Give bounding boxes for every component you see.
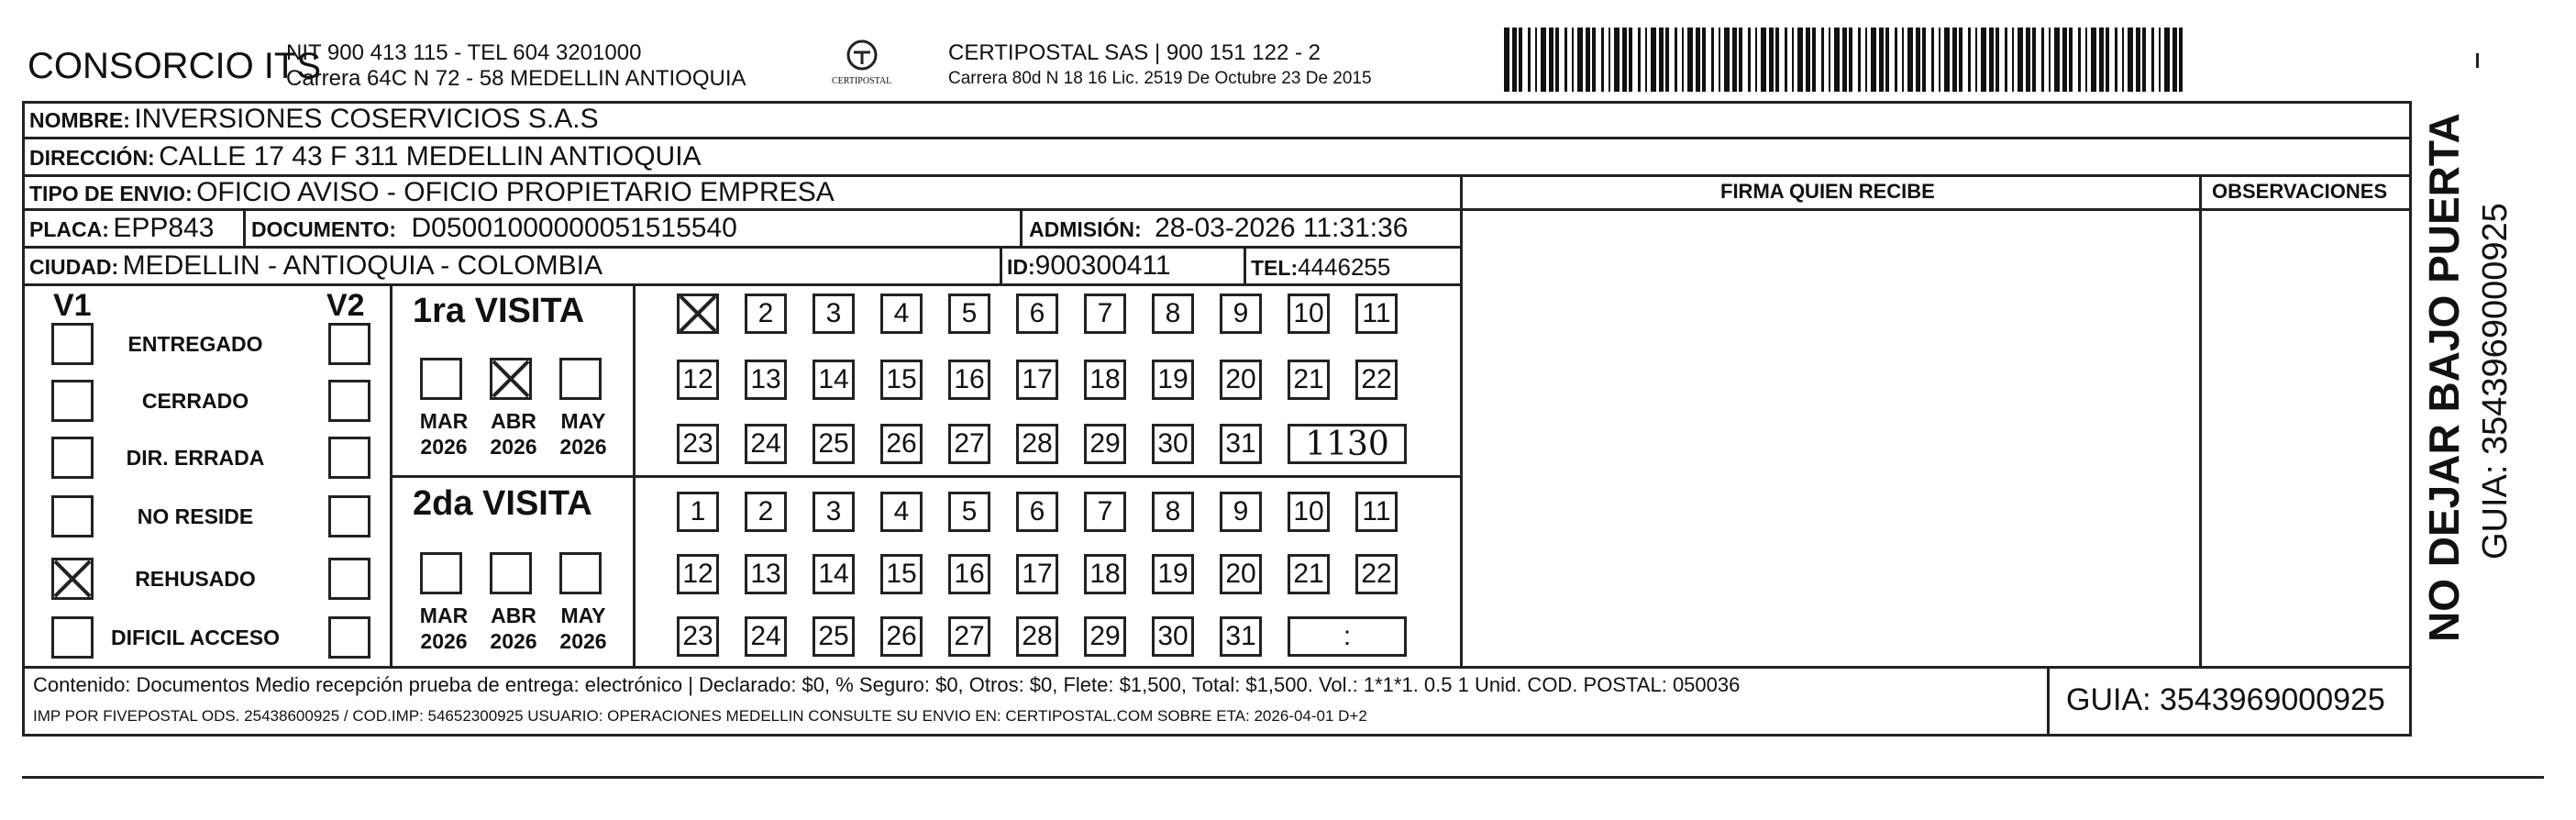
first-visit-month-label [415,409,473,460]
second-visit-day[interactable] [1084,616,1126,657]
day-number: 16 [954,364,985,394]
second-visit-day[interactable] [1152,616,1194,657]
first-visit-month-1-checkbox[interactable] [490,358,532,400]
day-number: 14 [818,364,849,394]
day-number: 13 [750,364,781,394]
first-visit-title: 1ra VISITA [413,292,585,330]
day-number: 4 [893,298,910,328]
status-label: ENTREGADO [127,332,263,356]
first-visit-day[interactable] [813,360,855,400]
month-name: MAY [560,409,606,433]
second-visit-day[interactable] [1220,492,1262,532]
second-visit-day[interactable] [880,492,923,532]
second-visit-day[interactable] [1355,554,1398,594]
firma-header: FIRMA QUIEN RECIBE [1720,180,1935,203]
first-visit-day[interactable] [813,294,855,334]
second-visit-day[interactable] [1288,554,1330,594]
day-number: 22 [1361,559,1392,589]
footer-guia: GUIA: 3543969000925 [2066,682,2385,717]
first-visit-day[interactable] [1016,294,1058,334]
second-visit-day[interactable] [948,492,990,532]
check-mark [492,360,529,397]
first-visit-day[interactable] [1220,360,1262,400]
day-number: 3 [825,496,842,526]
day-number: 27 [954,428,985,459]
first-visit-day[interactable] [745,294,787,334]
second-visit-day[interactable] [677,554,719,594]
month-year: 2026 [420,628,468,653]
day-number: 5 [961,496,978,526]
day-number: 11 [1362,496,1391,526]
day-number: 28 [1022,621,1053,651]
v2-checkbox-0[interactable] [328,323,370,365]
v2-checkbox-1[interactable] [328,380,370,422]
v2-checkbox-5[interactable] [328,616,370,659]
ciudad-value: MEDELLIN - ANTIOQUIA - COLOMBIA [122,250,603,281]
id-row [1007,252,1171,280]
side-warning: NO DEJAR BAJO PUERTA [2420,113,2468,642]
first-visit-day[interactable] [1016,360,1058,400]
second-visit-day[interactable] [880,616,923,657]
company-address: Carrera 64C N 72 - 58 MEDELLIN ANTIOQUIA [286,66,746,91]
first-visit-day[interactable] [880,424,923,464]
day-number: 17 [1022,364,1053,394]
nombre-value: INVERSIONES COSERVICIOS S.A.S [134,104,599,134]
second-visit-day[interactable] [813,492,855,532]
first-visit-day[interactable] [880,294,923,334]
day-number: 6 [1029,298,1045,328]
day-number: 7 [1097,496,1113,526]
status-label: CERRADO [141,389,249,413]
nombre-row [29,105,599,133]
month-name: ABR [491,409,536,433]
month-name: MAR [419,409,469,433]
second-visit-day[interactable] [745,492,787,532]
status-label: DIR. ERRADA [126,446,265,470]
second-visit-day[interactable] [1220,554,1262,594]
day-number: 24 [750,428,781,459]
footer-imp: IMP POR FIVEPOSTAL ODS. 25438600925 / COD.IMP: 54652300925 USUARIO: OPERACIONES MEDELLIN CONSULTE SU ENVIO EN: CERTIPOSTAL.COM SOBRE ETA: 2026-04-01 D+2 [33,707,1367,725]
certipostal-logo [830,37,894,92]
first-visit-day[interactable] [1220,424,1262,464]
nit-line: NIT 900 413 115 - TEL 604 3201000 [286,40,642,65]
day-number: 1 [690,496,706,526]
second-visit-day[interactable] [948,554,990,594]
placa-row [29,215,214,242]
first-visit-day[interactable] [813,424,855,464]
direccion-row [29,143,702,171]
month-year: 2026 [559,434,607,459]
day-number: 15 [886,559,917,589]
day-number: 25 [818,621,849,651]
second-visit-month-label [554,604,613,654]
admision-row [1029,215,1408,242]
status-label: REHUSADO [135,567,256,591]
month-year: 2026 [559,628,607,653]
first-visit-month-label [484,409,543,460]
day-number: 12 [682,559,713,589]
day-number: 23 [682,621,713,651]
first-visit-day[interactable] [1084,294,1126,334]
tel-row [1251,255,1390,279]
first-visit-day[interactable] [880,360,923,400]
second-visit-title: 2da VISITA [413,484,592,523]
day-number: 26 [886,428,917,459]
v2-checkbox-2[interactable] [328,437,370,479]
day-number: 18 [1089,364,1121,394]
status-label: NO RESIDE [137,504,254,528]
second-visit-day[interactable] [1016,616,1058,657]
first-visit-day[interactable] [948,294,990,334]
day-number: 9 [1233,496,1249,526]
second-visit-day[interactable] [813,554,855,594]
first-visit-day[interactable] [1220,294,1262,334]
day-number: 18 [1089,559,1121,589]
second-visit-day[interactable] [1152,554,1194,594]
first-visit-day[interactable] [745,360,787,400]
day-number: 11 [1362,298,1391,328]
first-visit-month-0-checkbox[interactable] [420,358,462,400]
second-visit-day[interactable] [677,492,719,532]
v2-checkbox-3[interactable] [328,495,370,537]
certipostal-line: CERTIPOSTAL SAS | 900 151 122 - 2 [948,40,1321,65]
day-number: 10 [1293,496,1324,526]
second-visit-month-1-checkbox[interactable] [490,552,532,594]
second-visit-day[interactable] [745,554,787,594]
tipo-value: OFICIO AVISO - OFICIO PROPIETARIO EMPRESA [196,177,835,207]
day-number: 8 [1165,298,1181,328]
first-visit-time-field[interactable]: 1130 [1288,424,1407,464]
admision-value: 28-03-2026 11:31:36 [1155,213,1409,243]
ciudad-row [29,252,603,280]
day-number: 5 [961,298,978,328]
day-number: 16 [954,559,985,589]
month-name: MAR [419,604,469,627]
day-number: 20 [1225,364,1256,394]
company-name: CONSORCIO ITS [28,46,322,86]
second-visit-day[interactable] [813,616,855,657]
first-visit-day[interactable] [1152,424,1194,464]
day-number: 28 [1022,428,1053,459]
month-name: MAY [560,604,606,627]
tel-label: TEL: [1251,256,1299,280]
day-number: 26 [886,621,917,651]
day-number: 12 [682,364,713,394]
day-number: 14 [818,559,849,589]
id-label: ID: [1007,255,1035,279]
day-number: 2 [757,496,774,526]
second-visit-time-field[interactable]: : [1288,616,1407,657]
day-number: 29 [1089,621,1121,651]
first-visit-day[interactable] [1016,424,1058,464]
id-value: 900300411 [1034,250,1171,281]
first-visit-day[interactable] [1084,360,1126,400]
first-visit-day[interactable] [948,360,990,400]
tipo-label: TIPO DE ENVIO: [29,182,193,205]
second-visit-day[interactable] [745,616,787,657]
day-number: 22 [1361,364,1392,394]
day-number: 4 [893,496,910,526]
second-visit-day[interactable] [1288,492,1330,532]
second-visit-day[interactable] [1152,492,1194,532]
second-visit-month-2-checkbox[interactable] [559,552,602,594]
second-visit-day[interactable] [1355,492,1398,532]
day-number: 31 [1225,428,1256,459]
first-visit-day[interactable] [677,360,719,400]
first-visit-day[interactable] [1355,294,1398,334]
observaciones-header: OBSERVACIONES [2212,180,2388,203]
documento-value: D05001000000051515540 [411,213,737,243]
day-number: 23 [682,428,713,459]
tipo-row [29,179,835,206]
v1-header: V1 [53,288,92,323]
second-visit-month-label [415,604,473,654]
second-visit-day[interactable] [1084,492,1126,532]
tel-value: 4446255 [1298,253,1391,281]
day-number: 10 [1293,298,1324,328]
logo-text: CERTIPOSTAL [832,76,892,86]
first-visit-day[interactable] [1355,360,1398,400]
month-name: ABR [491,604,536,627]
first-visit-day[interactable] [948,424,990,464]
first-visit-day[interactable] [1084,424,1126,464]
day-number: 24 [750,621,781,651]
first-visit-day[interactable] [1152,294,1194,334]
first-visit-day[interactable] [1288,360,1330,400]
side-guia: GUIA: 3543969000925 [2476,203,2515,560]
first-visit-day[interactable] [1288,294,1330,334]
first-visit-month-label [554,409,613,460]
placa-value: EPP843 [113,213,215,243]
day-number: 27 [954,621,985,651]
day-number: 17 [1022,559,1053,589]
day-number: 3 [825,298,842,328]
first-visit-day[interactable] [1152,360,1194,400]
second-visit-month-0-checkbox[interactable] [420,552,462,594]
month-year: 2026 [420,434,468,459]
second-visit-day[interactable] [1084,554,1126,594]
day-number: 25 [818,428,849,459]
day-number: 31 [1225,621,1256,651]
v2-header: V2 [326,288,365,323]
day-number: 21 [1293,559,1324,589]
direccion-label: DIRECCIÓN: [29,146,155,170]
first-visit-month-2-checkbox[interactable] [559,358,602,400]
day-number: 20 [1225,559,1256,589]
documento-label: DOCUMENTO: [251,217,397,241]
day-number: 15 [886,364,917,394]
day-number: 9 [1233,298,1249,328]
day-number: 30 [1157,428,1188,459]
day-number: 30 [1157,621,1188,651]
ciudad-label: CIUDAD: [29,255,119,279]
status-label: DIFICIL ACCESO [110,626,280,649]
placa-label: PLACA: [29,217,109,241]
second-visit-day[interactable] [880,554,923,594]
day-number: 13 [750,559,781,589]
documento-row [251,215,737,242]
month-year: 2026 [490,628,537,653]
first-visit-day[interactable] [745,424,787,464]
day-number: 7 [1097,298,1113,328]
day-number: 2 [757,298,774,328]
day-number: 6 [1029,496,1045,526]
day-number: 21 [1293,364,1324,394]
check-mark [680,296,716,331]
v2-checkbox-4[interactable] [328,558,370,600]
barcode [1504,28,2183,92]
second-visit-day[interactable] [948,616,990,657]
direccion-value: CALLE 17 43 F 311 MEDELLIN ANTIOQUIA [159,141,702,172]
footer-contenido: Contenido: Documentos Medio recepción prueba de entrega: electrónico | Declarado: $0, % Seguro: $0, Otros: $0, Flete: $1,500, Total: $1,500. Vol.: 1*1*1. 0.5 1 Unid. COD. POSTAL: 050036 [33,673,1741,696]
second-visit-day[interactable] [677,616,719,657]
day-number: 19 [1157,364,1188,394]
day-number: 8 [1165,496,1181,526]
second-visit-day[interactable] [1016,492,1058,532]
admision-label: ADMISIÓN: [1029,217,1142,241]
day-number: 29 [1089,428,1121,459]
certipostal-address: Carrera 80d N 18 16 Lic. 2519 De Octubre 23 De 2015 [948,69,1372,88]
first-visit-day[interactable] [677,294,719,334]
month-year: 2026 [490,434,537,459]
nombre-label: NOMBRE: [29,108,130,132]
second-visit-day[interactable] [1016,554,1058,594]
second-visit-day[interactable] [1220,616,1262,657]
day-number: 19 [1157,559,1188,589]
first-visit-day[interactable] [677,424,719,464]
second-visit-month-label [484,604,543,654]
